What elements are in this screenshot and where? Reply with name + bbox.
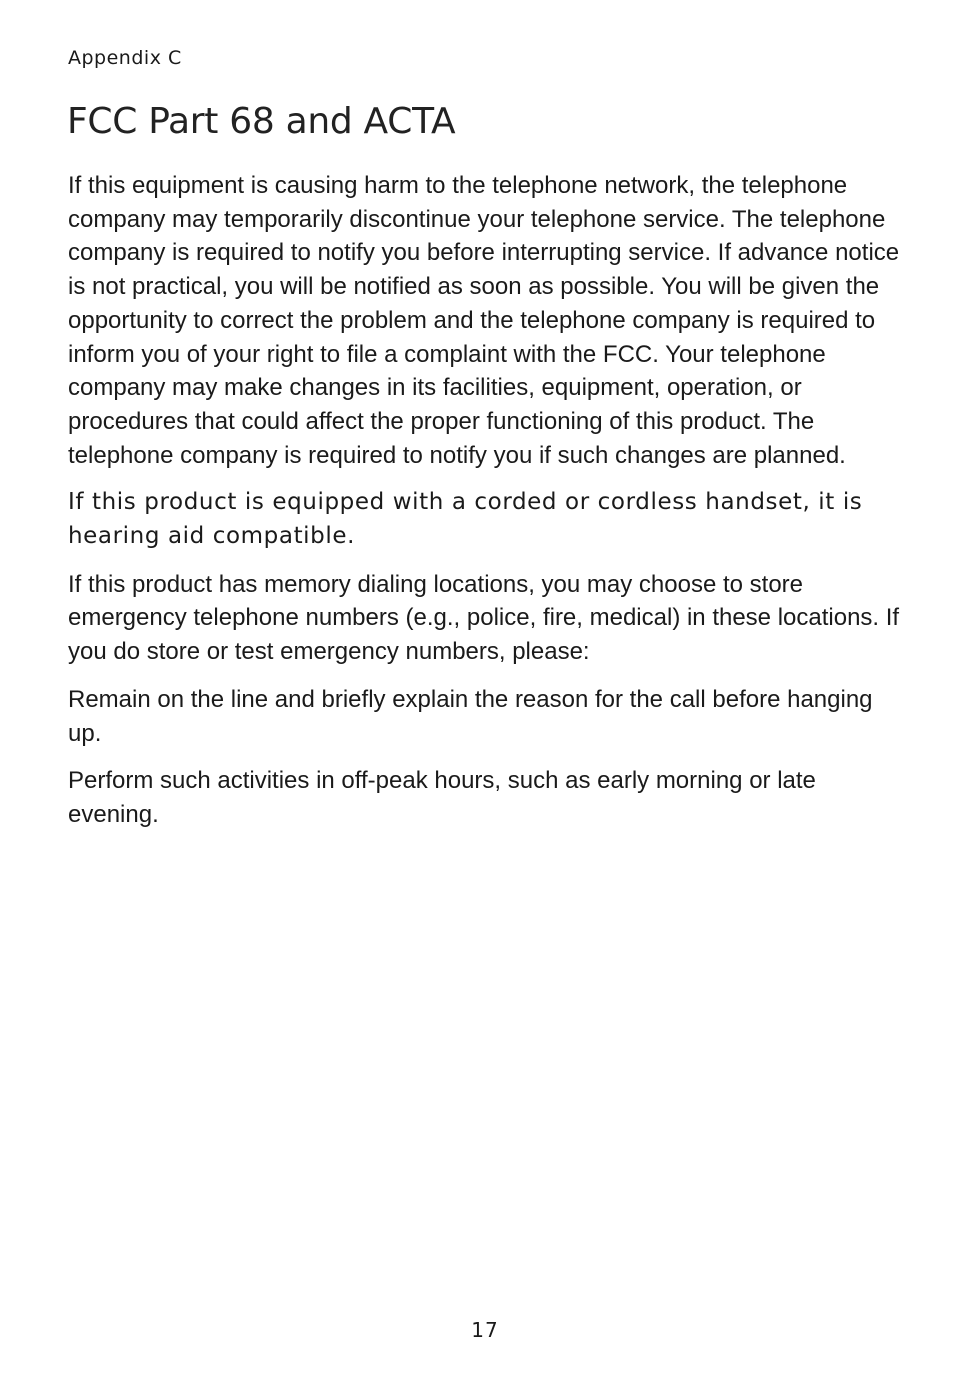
body-content	[68, 169, 908, 846]
paragraph-off-peak: Perform such activities in off-peak hours, such as early morning or late evening.	[68, 767, 816, 828]
page-number: 17	[471, 1318, 499, 1342]
paragraph-remain-on-line: Remain on the line and briefly explain the reason for the call before hanging up.	[68, 685, 873, 747]
paragraph-hearing-aid: If this product is equipped with a corded or cordless handset, it is hearing aid compatible.	[68, 489, 863, 550]
running-header: Appendix C	[68, 47, 182, 69]
paragraph-memory-dialing: If this product has memory dialing locations, you may choose to store emergency telephone numbers (e.g., police, fire, medical) in these locations. If you do store or test emergency numbers, please:	[68, 570, 900, 666]
paragraph-network-harm: If this equipment is causing harm to the telephone network, the telephone company may temporarily discontinue your telephone service. The telephone company is required to notify you before interrupting service. If advance notice is not practical, you will be notified as soon as possible. You will be given the opportunity to correct the problem and the telephone company is required to inform you of your right to file a complaint with the FCC. Your telephone company may make changes in its facilities, equipment, operation, or procedures that could affect the proper functioning of this product. The telephone company is required to notify you if such changes are planned.	[68, 172, 900, 469]
page-title: FCC Part 68 and ACTA	[67, 101, 456, 142]
